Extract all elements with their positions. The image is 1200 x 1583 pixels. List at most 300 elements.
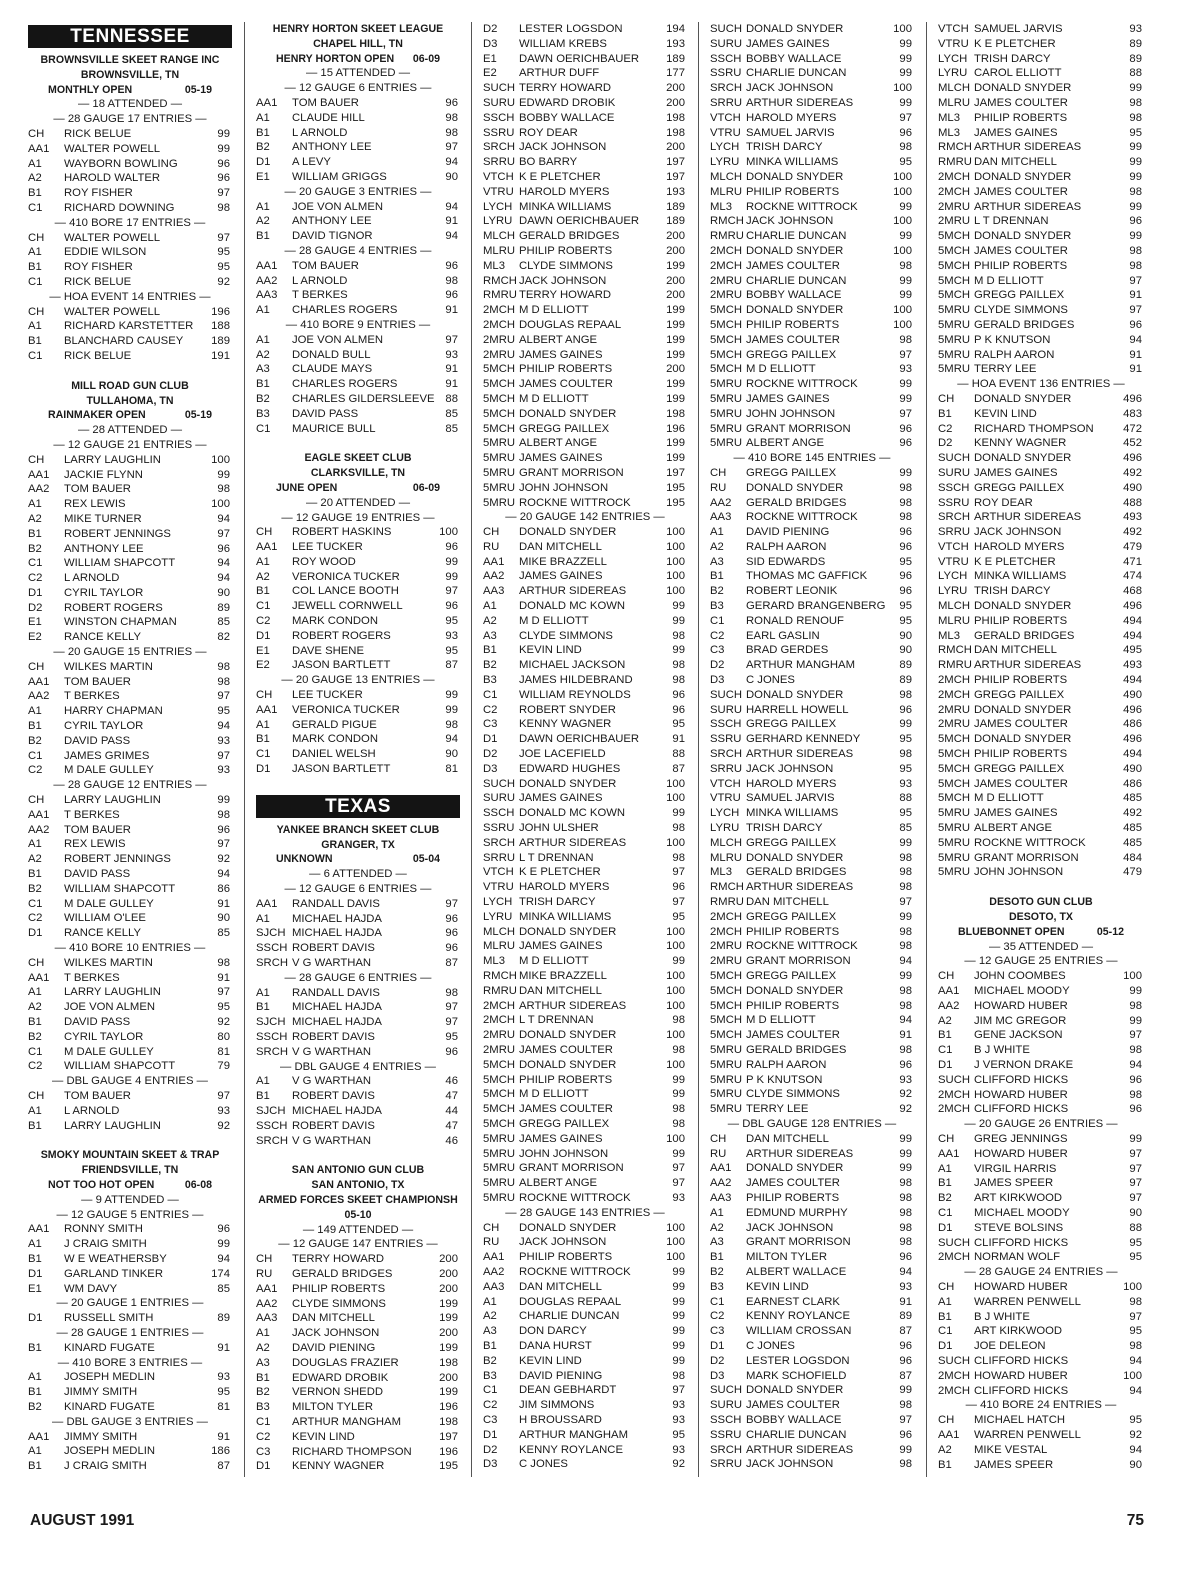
- shooter-name: JAMES COULTER: [746, 1399, 840, 1412]
- shooter-name: SAMUEL JARVIS: [974, 23, 1063, 35]
- shooter-name: DONALD SNYDER: [746, 688, 844, 701]
- result-row: [938, 52, 1144, 67]
- result-row: [28, 157, 232, 172]
- score: 98: [1129, 1088, 1142, 1101]
- result-row: [256, 1030, 460, 1045]
- shooter-name: ARTHUR SIDEREAS: [746, 881, 854, 894]
- class-code: B1: [28, 261, 42, 274]
- class-code: ML3: [938, 111, 960, 124]
- result-row: [483, 1295, 687, 1310]
- shooter-name: JAMES SPEER: [974, 1177, 1054, 1190]
- score: 95: [1129, 1236, 1142, 1249]
- shooter-name: JACK JOHNSON: [746, 1458, 834, 1471]
- class-code: SUCH: [938, 1073, 971, 1086]
- class-code: LYRU: [483, 215, 513, 228]
- score: 100: [666, 925, 685, 938]
- class-code: SUCH: [710, 688, 743, 701]
- class-code: AA3: [483, 585, 505, 598]
- result-row: [710, 1058, 914, 1073]
- score: 90: [1129, 1458, 1142, 1471]
- score: 100: [666, 1221, 685, 1234]
- class-code: CH: [28, 794, 45, 807]
- class-code: SSRU: [710, 733, 742, 746]
- class-code: 2MRU: [710, 274, 743, 287]
- score: 98: [899, 748, 912, 761]
- class-code: 2MCH: [483, 999, 516, 1012]
- result-row: [28, 349, 232, 364]
- class-code: 5MCH: [710, 1014, 743, 1027]
- score: 94: [217, 572, 230, 585]
- shooter-name: ARTHUR MANGHAM: [746, 659, 855, 672]
- class-code: 5MRU: [710, 422, 743, 435]
- score: 199: [666, 348, 685, 361]
- shooter-name: TERRY HOWARD: [292, 1253, 385, 1266]
- shooter-name: ROY FISHER: [64, 187, 133, 200]
- score: 99: [899, 274, 912, 287]
- result-row: [28, 1119, 232, 1134]
- result-row: [938, 703, 1144, 718]
- class-code: B1: [28, 527, 42, 540]
- score: 97: [899, 407, 912, 420]
- score: 87: [672, 762, 685, 775]
- result-row: [483, 318, 687, 333]
- shooter-name: HOWARD HUBER: [974, 1147, 1068, 1160]
- shooter-name: ROBERT SNYDER: [519, 703, 616, 716]
- class-code: SSRU: [710, 1428, 742, 1441]
- score: 200: [439, 1253, 458, 1266]
- class-code: C3: [256, 1445, 271, 1458]
- score: 99: [672, 1073, 685, 1086]
- class-code: CH: [938, 1414, 955, 1427]
- class-code: 2MRU: [710, 940, 743, 953]
- shooter-name: LEE TUCKER: [292, 689, 363, 702]
- class-code: CH: [256, 526, 273, 539]
- shooter-name: PHILIP ROBERTS: [974, 259, 1068, 272]
- result-row: [710, 66, 914, 81]
- score: 97: [217, 231, 230, 244]
- result-row: [483, 1161, 687, 1176]
- shooter-name: ROBERT JENNINGS: [64, 527, 171, 540]
- section-header: — 20 GAUGE 26 ENTRIES —: [964, 1118, 1118, 1131]
- result-row: [938, 984, 1144, 999]
- class-code: SJCH: [256, 1104, 286, 1117]
- class-code: SJCH: [256, 927, 286, 940]
- class-code: A1: [483, 600, 497, 613]
- result-row: [256, 348, 460, 363]
- section-header: — 28 GAUGE 24 ENTRIES —: [964, 1266, 1118, 1279]
- result-row: [938, 348, 1144, 363]
- shooter-name: JAMES GAINES: [974, 807, 1058, 820]
- shooter-name: PHILIP ROBERTS: [519, 244, 613, 257]
- result-row: [710, 643, 914, 658]
- shooter-name: JIMMY SMITH: [64, 1386, 138, 1399]
- shooter-name: PHILIP ROBERTS: [974, 614, 1068, 627]
- class-code: D1: [938, 1221, 953, 1234]
- score: 97: [1129, 1147, 1142, 1160]
- section-header: — 28 GAUGE 4 ENTRIES —: [284, 244, 432, 257]
- score: 98: [672, 1043, 685, 1056]
- class-code: RU: [483, 1236, 500, 1249]
- class-code: A1: [28, 1104, 42, 1117]
- shooter-name: KENNY ROYLANCE: [519, 1443, 624, 1456]
- shooter-name: M DALE GULLEY: [64, 764, 154, 777]
- section-header: — 28 GAUGE 12 ENTRIES —: [53, 779, 207, 792]
- score: 200: [666, 244, 685, 257]
- shooter-name: EDWARD DROBIK: [292, 1371, 389, 1384]
- score: 89: [899, 1310, 912, 1323]
- class-code: A2: [256, 348, 270, 361]
- shooter-name: KINARD FUGATE: [64, 1400, 155, 1413]
- shooter-name: ALBERT ANGE: [974, 822, 1053, 835]
- result-row: [483, 880, 687, 895]
- spacer: [28, 364, 232, 379]
- score: 87: [217, 1460, 230, 1473]
- score: 493: [1123, 511, 1142, 524]
- class-code: SUCH: [710, 1384, 743, 1397]
- result-row: [710, 969, 914, 984]
- class-code: 5MCH: [938, 762, 971, 775]
- shooter-name: CLYDE SIMMONS: [974, 304, 1068, 317]
- shooter-name: C JONES: [746, 674, 795, 687]
- class-code: AA2: [28, 690, 50, 703]
- shooter-name: DANA HURST: [519, 1339, 592, 1352]
- class-code: 2MCH: [710, 244, 743, 257]
- class-code: B1: [938, 1029, 952, 1042]
- score: 91: [445, 363, 458, 376]
- result-row: [938, 1176, 1144, 1191]
- shooter-name: PHILIP ROBERTS: [746, 925, 840, 938]
- shooter-name: T BERKES: [64, 808, 120, 821]
- score: 95: [1129, 1414, 1142, 1427]
- class-code: SSCH: [483, 111, 515, 124]
- score: 93: [217, 734, 230, 747]
- event-name: RAINMAKER OPEN: [48, 409, 146, 422]
- shooter-name: JAMES GAINES: [746, 392, 830, 405]
- class-code: D3: [483, 1458, 498, 1471]
- result-row: [938, 806, 1144, 821]
- result-row: [28, 719, 232, 734]
- class-code: 2MRU: [483, 1043, 516, 1056]
- result-row: [28, 142, 232, 157]
- shooter-name: JACK JOHNSON: [974, 526, 1062, 539]
- result-row: [483, 1043, 687, 1058]
- result-row: [483, 925, 687, 940]
- result-row: [483, 392, 687, 407]
- result-row: [483, 569, 687, 584]
- score: 98: [899, 1236, 912, 1249]
- shooter-name: MINKA WILLIAMS: [519, 200, 612, 213]
- shooter-name: DONALD SNYDER: [974, 600, 1072, 613]
- shooter-name: MIKE VESTAL: [974, 1443, 1048, 1456]
- class-code: 5MRU: [483, 437, 516, 450]
- class-code: D2: [710, 1354, 725, 1367]
- shooter-name: HAROLD WALTER: [64, 172, 161, 185]
- result-row: [710, 939, 914, 954]
- shooter-name: JOHN ULSHER: [519, 822, 599, 835]
- shooter-name: TOM BAUER: [292, 96, 359, 109]
- score: 94: [217, 720, 230, 733]
- class-code: CH: [28, 453, 45, 466]
- class-code: VTRU: [710, 792, 741, 805]
- score: 99: [217, 794, 230, 807]
- class-code: 2MRU: [938, 718, 971, 731]
- score: 90: [445, 170, 458, 183]
- class-code: 2MCH: [710, 259, 743, 272]
- shooter-name: ARTHUR SIDEREAS: [974, 200, 1082, 213]
- shooter-name: RANCE KELLY: [64, 631, 142, 644]
- shooter-name: GERALD BRIDGES: [974, 629, 1075, 642]
- score: 493: [1123, 659, 1142, 672]
- shooter-name: LEE TUCKER: [292, 541, 363, 554]
- class-code: D1: [28, 1267, 43, 1280]
- class-code: CH: [28, 127, 45, 140]
- result-row: [938, 422, 1144, 437]
- shooter-name: DAN MITCHELL: [519, 984, 602, 997]
- class-code: A2: [483, 1310, 497, 1323]
- result-row: [710, 111, 914, 126]
- result-row: [938, 362, 1144, 377]
- score: 99: [1129, 200, 1142, 213]
- score: 86: [217, 882, 230, 895]
- club-heading: GRANGER, TX: [321, 838, 395, 851]
- class-code: AA3: [710, 511, 732, 524]
- score: 99: [672, 1280, 685, 1293]
- shooter-name: JIM MC GREGOR: [974, 1014, 1067, 1027]
- result-row: [28, 1341, 232, 1356]
- score: 199: [666, 259, 685, 272]
- shooter-name: CYRIL TAYLOR: [64, 1030, 144, 1043]
- score: 479: [1123, 866, 1142, 879]
- shooter-name: BO BARRY: [519, 156, 578, 169]
- class-code: A1: [28, 157, 42, 170]
- shooter-name: DONALD BULL: [292, 348, 371, 361]
- column-5: [938, 22, 1144, 1472]
- result-row: [710, 614, 914, 629]
- class-code: 5MRU: [938, 836, 971, 849]
- section-header: — 12 GAUGE 25 ENTRIES —: [964, 955, 1118, 968]
- shooter-name: VERONICA TUCKER: [292, 570, 400, 583]
- result-row: [483, 22, 687, 37]
- score: 98: [1129, 1295, 1142, 1308]
- class-code: 5MCH: [938, 748, 971, 761]
- class-code: B3: [483, 674, 497, 687]
- result-row: [710, 155, 914, 170]
- class-code: 2MRU: [710, 955, 743, 968]
- class-code: A2: [710, 540, 724, 553]
- score: 100: [666, 1251, 685, 1264]
- class-code: B2: [256, 1386, 270, 1399]
- result-row: [256, 718, 460, 733]
- class-code: SSCH: [256, 942, 288, 955]
- score: 96: [1129, 215, 1142, 228]
- class-code: C1: [28, 897, 43, 910]
- class-code: SRCH: [938, 511, 971, 524]
- class-code: SSCH: [483, 807, 515, 820]
- shooter-name: DONALD SNYDER: [746, 244, 844, 257]
- result-row: [938, 288, 1144, 303]
- shooter-name: DAVID PASS: [64, 1016, 131, 1028]
- result-row: [710, 599, 914, 614]
- score: 97: [899, 348, 912, 361]
- result-row: [710, 229, 914, 244]
- class-code: 5MCH: [483, 1117, 516, 1130]
- club-heading: SAN ANTONIO GUN CLUB: [291, 1164, 425, 1177]
- class-code: 5MCH: [483, 363, 516, 376]
- class-code: B3: [710, 1280, 724, 1293]
- class-code: AA1: [256, 1282, 278, 1295]
- score: 94: [1129, 1443, 1142, 1456]
- result-row: [938, 1428, 1144, 1443]
- result-row: [483, 1013, 687, 1028]
- result-row: [28, 571, 232, 586]
- score: 199: [439, 1312, 458, 1325]
- score: 96: [1129, 1103, 1142, 1116]
- shooter-name: ARTHUR MANGHAM: [292, 1415, 401, 1428]
- shooter-name: TRISH DARCY: [746, 822, 823, 835]
- shooter-name: DAVID PASS: [292, 407, 359, 420]
- score: 97: [899, 896, 912, 909]
- shooter-name: V G WARTHAN: [292, 957, 372, 970]
- score: 94: [1129, 333, 1142, 346]
- result-row: [483, 614, 687, 629]
- class-code: B1: [256, 1001, 270, 1014]
- class-code: SJCH: [256, 1016, 286, 1029]
- result-row: [256, 1134, 460, 1149]
- result-row: [28, 763, 232, 778]
- score: 85: [445, 422, 458, 435]
- score: 200: [666, 141, 685, 154]
- score: 87: [445, 957, 458, 970]
- column-rule: [926, 22, 927, 1477]
- shooter-name: WILLIAM GRIGGS: [292, 170, 387, 183]
- class-code: ML3: [483, 955, 505, 968]
- class-code: 5MCH: [483, 1058, 516, 1071]
- shooter-name: TRISH DARCY: [974, 585, 1051, 598]
- shooter-name: JAMES COULTER: [974, 185, 1068, 198]
- result-row: [256, 126, 460, 141]
- result-row: [938, 599, 1144, 614]
- score: 95: [445, 1031, 458, 1043]
- result-row: [938, 614, 1144, 629]
- score: 89: [1129, 52, 1142, 65]
- class-code: SRCH: [483, 836, 516, 849]
- shooter-name: JAMES GAINES: [519, 452, 603, 465]
- score: 96: [899, 422, 912, 435]
- result-row: [938, 1088, 1144, 1103]
- class-code: VTCH: [710, 111, 741, 124]
- score: 100: [666, 555, 685, 568]
- result-row: [710, 185, 914, 200]
- class-code: 2MCH: [710, 910, 743, 923]
- score: 93: [672, 1191, 685, 1204]
- result-row: [710, 52, 914, 67]
- result-row: [938, 155, 1144, 170]
- score: 97: [1129, 1310, 1142, 1323]
- score: 98: [672, 1014, 685, 1027]
- score: 94: [445, 156, 458, 169]
- result-row: [710, 1250, 914, 1265]
- score: 47: [445, 1119, 458, 1132]
- score: 98: [672, 629, 685, 642]
- shooter-name: DONALD SNYDER: [746, 481, 844, 494]
- shooter-name: L T DRENNAN: [519, 1014, 594, 1027]
- class-code: A3: [710, 555, 724, 568]
- shooter-name: DONALD SNYDER: [519, 526, 617, 539]
- section-header: — 12 GAUGE 21 ENTRIES —: [53, 438, 207, 451]
- shooter-name: L ARNOLD: [292, 274, 348, 287]
- result-row: [710, 703, 914, 718]
- class-code: MLRU: [710, 185, 743, 198]
- result-row: [256, 422, 460, 437]
- score: 100: [893, 304, 912, 317]
- score: 91: [217, 971, 230, 984]
- result-row: [710, 1206, 914, 1221]
- score: 174: [211, 1267, 230, 1280]
- result-row: [483, 140, 687, 155]
- class-code: D2: [28, 601, 43, 614]
- score: 98: [899, 851, 912, 864]
- class-code: 5MCH: [710, 318, 743, 331]
- result-row: [483, 200, 687, 215]
- shooter-name: PHILIP ROBERTS: [292, 1282, 386, 1295]
- section-header: — 20 ATTENDED —: [306, 496, 410, 509]
- shooter-name: JASON BARTLETT: [292, 659, 391, 672]
- shooter-name: EARL GASLIN: [746, 629, 820, 642]
- shooter-name: ROCKNE WITTROCK: [519, 496, 631, 509]
- class-code: A2: [483, 614, 497, 627]
- score: 472: [1123, 422, 1142, 435]
- score: 199: [439, 1341, 458, 1354]
- score: 95: [217, 705, 230, 718]
- result-row: [28, 1385, 232, 1400]
- score: 98: [1129, 1044, 1142, 1057]
- score: 98: [217, 201, 230, 214]
- result-row: [710, 333, 914, 348]
- shooter-name: GREGG PAILLEX: [746, 910, 837, 923]
- result-row: [938, 851, 1144, 866]
- score: 186: [211, 1445, 230, 1458]
- shooter-name: RICK BELUE: [64, 127, 132, 140]
- score: 88: [1129, 1221, 1142, 1234]
- class-code: 2MCH: [938, 1369, 971, 1382]
- score: 189: [211, 335, 230, 348]
- result-row: [938, 1206, 1144, 1221]
- event-date: 05-04: [412, 853, 440, 866]
- club-heading: FRIENDSVILLE, TN: [81, 1164, 179, 1177]
- shooter-name: COL LANCE BOOTH: [292, 585, 399, 598]
- score: 96: [672, 881, 685, 894]
- result-row: [483, 791, 687, 806]
- result-row: [483, 214, 687, 229]
- class-code: VTCH: [483, 866, 514, 879]
- shooter-name: P K KNUTSON: [974, 333, 1051, 346]
- result-row: [256, 392, 460, 407]
- class-code: MLCH: [483, 230, 516, 243]
- score: 98: [899, 1043, 912, 1056]
- score: 100: [666, 1058, 685, 1071]
- shooter-name: JACK JOHNSON: [746, 215, 834, 228]
- result-row: [28, 1400, 232, 1415]
- class-code: 5MRU: [710, 1103, 743, 1116]
- result-row: [938, 466, 1144, 481]
- result-row: [28, 1104, 232, 1119]
- shooter-name: JACK JOHNSON: [746, 82, 834, 95]
- score: 92: [217, 1119, 230, 1132]
- class-code: D1: [256, 156, 271, 169]
- shooter-name: CLAUDE HILL: [292, 111, 365, 124]
- class-code: AA1: [938, 1147, 960, 1160]
- shooter-name: M D ELLIOTT: [519, 392, 589, 405]
